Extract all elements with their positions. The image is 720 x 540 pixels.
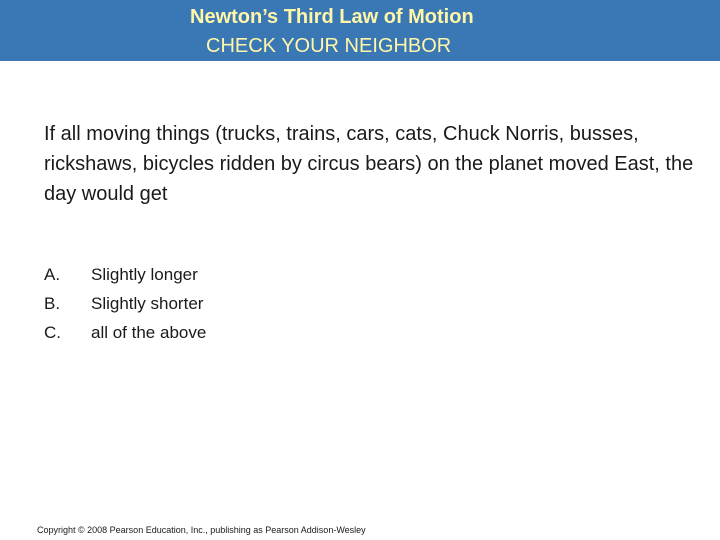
question-text: If all moving things (trucks, trains, cars, cats, Chuck Norris, busses, rickshaws, bicycles ridden by circus bears) on the planet moved East, the day would get	[44, 123, 694, 205]
choice-c	[44, 318, 206, 347]
slide-subtitle: CHECK YOUR NEIGHBOR	[206, 35, 452, 57]
choice-letter: C.	[44, 322, 61, 342]
title-bar	[0, 0, 720, 61]
choice-letter: B.	[44, 293, 61, 313]
choice-b	[44, 289, 206, 318]
choice-a	[44, 260, 206, 289]
choice-text: all of the above	[91, 322, 207, 342]
slide-title: Newton’s Third Law of Motion	[190, 6, 474, 28]
choice-text: Slightly longer	[91, 264, 198, 284]
choice-letter: A.	[44, 264, 61, 284]
copyright-notice: Copyright © 2008 Pearson Education, Inc., publishing as Pearson Addison-Wesley	[37, 525, 366, 535]
answer-choices	[44, 260, 206, 347]
choice-text: Slightly shorter	[91, 293, 204, 313]
